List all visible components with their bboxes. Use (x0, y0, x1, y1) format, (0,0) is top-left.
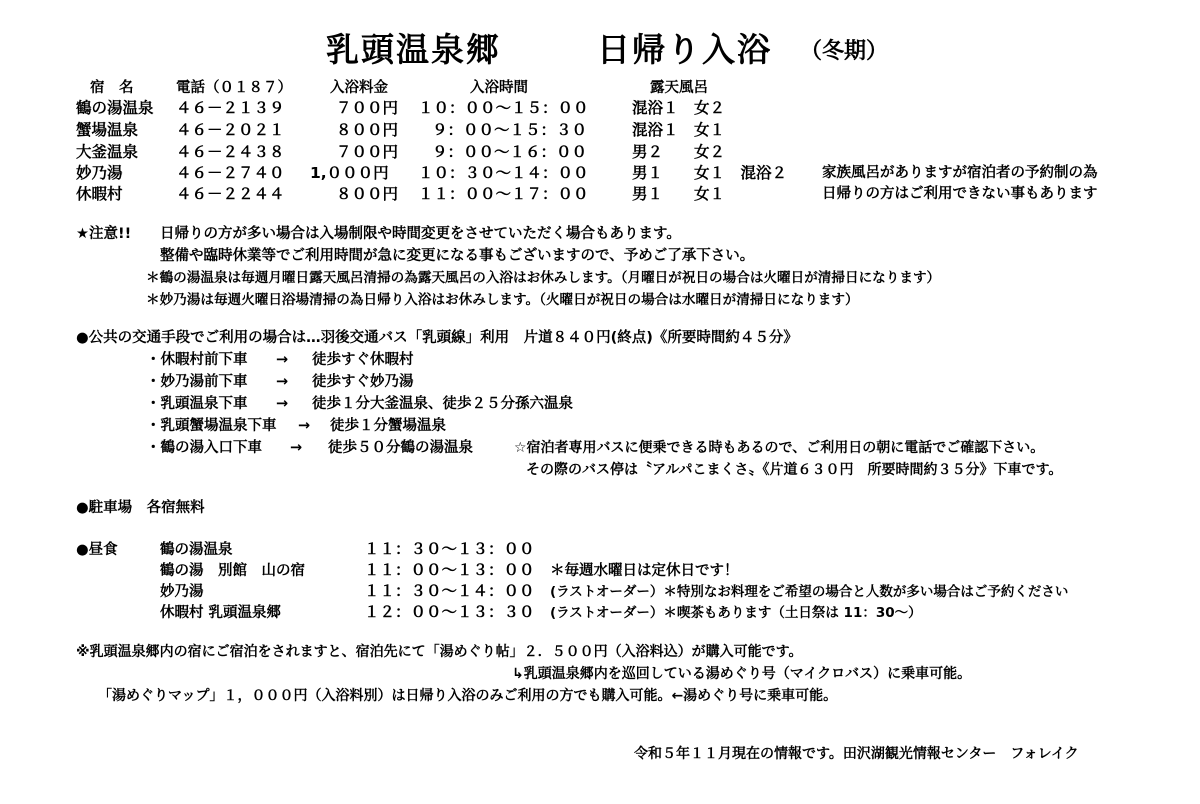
row-rotenburo: 男２ 女２ (632, 143, 726, 161)
walk-info: 徒歩５０分鶴の湯温泉 (328, 440, 473, 456)
bus-stop: ・乳頭蟹場温泉下車 (146, 418, 277, 434)
row-note: 家族風呂がありますが宿泊者の予約制の為 (822, 165, 1098, 181)
row-note: 日帰りの方はご利用できない事もあります (822, 186, 1098, 202)
bus-stop: ・休暇村前下車 (146, 352, 248, 368)
row-name: 鶴の湯温泉 (76, 99, 154, 117)
row-hours: １１：００～１７：００ (418, 185, 589, 203)
walk-info: 徒歩１分大釜温泉、徒歩２５分孫六温泉 (312, 396, 573, 412)
lunch-time: １２：００～１３：３０ (364, 603, 535, 621)
header-phone: 電話（０１８７） (176, 80, 292, 96)
parking-info: ●駐車場 各宿無料 (76, 500, 205, 516)
lunch-extra: (ラストオーダー）＊特別なお料理をご希望の場合と人数が多い場合はご予約ください (550, 584, 1069, 600)
row-name: 蟹場温泉 (76, 121, 139, 139)
arrow-icon: → (276, 352, 289, 368)
yumeguri-line: 「湯めぐりマップ」１，０００円（入浴料別）は日帰り入浴のみご利用の方でも購入可能。←湯めぐり号に乗車可能。 (98, 688, 838, 704)
header-fee: 入浴料金 (330, 80, 388, 96)
page-title-left: 乳頭温泉郷 (326, 30, 501, 69)
arrow-icon: → (276, 374, 289, 390)
page-title-right: 日帰り入浴 (597, 30, 772, 69)
transport-heading: ●公共の交通手段でご利用の場合は…羽後交通バス「乳頭線」利用 片道８４０円(終点)《所要時間約４５分》 (76, 330, 798, 346)
walk-info: 徒歩すぐ休暇村 (312, 352, 414, 368)
row-name: 妙乃湯 (76, 164, 123, 182)
arrow-icon: → (290, 440, 303, 456)
row-rotenburo: 男１ 女１ 混浴２ (632, 164, 788, 182)
bus-stop: ・鶴の湯入口下車 (146, 440, 262, 456)
shuttle-note: その際のバス停は〝アルパこまくさ〟《片道６３０円 所要時間約３５分》下車です。 (526, 462, 1063, 478)
lunch-extra: (ラストオーダー）＊喫茶もあります（土日祭は 11：30～） (550, 605, 922, 621)
row-phone: ４６－２０２１ (176, 121, 285, 139)
footer-info: 令和５年１１月現在の情報です。田沢湖観光情報センター フォレイク (634, 746, 1079, 762)
row-hours: ９：００～１５：３０ (432, 121, 588, 139)
lunch-time: １１：３０～１４：００ (364, 582, 535, 600)
row-hours: １０：００～１５：００ (418, 99, 589, 117)
bus-stop: ・妙乃湯前下車 (146, 374, 248, 390)
row-hours: １０：３０～１４：００ (418, 164, 589, 182)
arrow-icon: → (276, 396, 289, 412)
row-hours: ９：００～１６：００ (432, 143, 588, 161)
row-phone: ４６－２２４４ (176, 185, 285, 203)
lunch-extra: ＊毎週水曜日は定休日です！ (550, 563, 739, 579)
header-name: 宿 名 (90, 80, 134, 96)
row-fee: ８００円 (336, 185, 399, 203)
row-phone: ４６－２１３９ (176, 99, 285, 117)
header-hours: 入浴時間 (470, 80, 528, 96)
walk-info: 徒歩１分蟹場温泉 (330, 418, 446, 434)
row-fee: ７００円 (336, 99, 399, 117)
row-phone: ４６－２４３８ (176, 143, 285, 161)
lunch-time: １１：００～１３：００ (364, 561, 535, 579)
row-rotenburo: 男１ 女１ (632, 185, 726, 203)
yumeguri-line: ※乳頭温泉郷内の宿にご宿泊をされますと、宿泊先にて「湯めぐり帖」２．５００円（入浴料込）が購入可能です。 (76, 644, 803, 660)
row-name: 休暇村 (76, 185, 123, 203)
lunch-place: 妙乃湯 (160, 584, 204, 600)
notice-line: 整備や臨時休業等でご利用時間が急に変更になる事もございますので、予めご了承下さい。 (160, 248, 755, 264)
row-fee: 1,０００円 (310, 164, 389, 182)
row-rotenburo: 混浴１ 女１ (632, 121, 726, 139)
lunch-place: 鶴の湯 別館 山の宿 (160, 563, 305, 579)
notice-line: ＊鶴の湯温泉は毎週月曜日露天風呂清掃の為露天風呂の入浴はお休みします。（月曜日が祝日の場合は火曜日が清掃日になります） (146, 270, 941, 286)
lunch-time: １１：３０～１３：００ (364, 540, 535, 558)
header-rotenburo: 露天風呂 (650, 80, 708, 96)
walk-info: 徒歩すぐ妙乃湯 (312, 374, 414, 390)
row-name: 大釜温泉 (76, 143, 139, 161)
bus-stop: ・乳頭温泉下車 (146, 396, 248, 412)
row-phone: ４６－２７４０ (176, 164, 285, 182)
shuttle-note: ☆宿泊者専用バスに便乗できる時もあるので、ご利用日の朝に電話でご確認下さい。 (514, 440, 1045, 456)
notice-line: 日帰りの方が多い場合は入場制限や時間変更をさせていただく場合もあります。 (160, 226, 681, 242)
notice-line: ＊妙乃湯は毎週火曜日浴場清掃の為日帰り入浴はお休みします。（火曜日が祝日の場合は水曜日が清掃日になります） (146, 292, 859, 308)
lunch-place: 休暇村 乳頭温泉郷 (160, 605, 282, 621)
row-fee: ７００円 (336, 143, 399, 161)
lunch-label: ●昼食 (76, 542, 118, 558)
notice-label: ★注意!! (76, 226, 132, 242)
row-fee: ８００円 (336, 121, 399, 139)
season-label: （冬期） (800, 39, 889, 64)
lunch-place: 鶴の湯温泉 (160, 542, 233, 558)
yumeguri-line: ↳乳頭温泉郷内を巡回している湯めぐり号（マイクロバス）に乗車可能。 (512, 666, 972, 682)
arrow-icon: → (298, 418, 311, 434)
row-rotenburo: 混浴１ 女２ (632, 99, 726, 117)
